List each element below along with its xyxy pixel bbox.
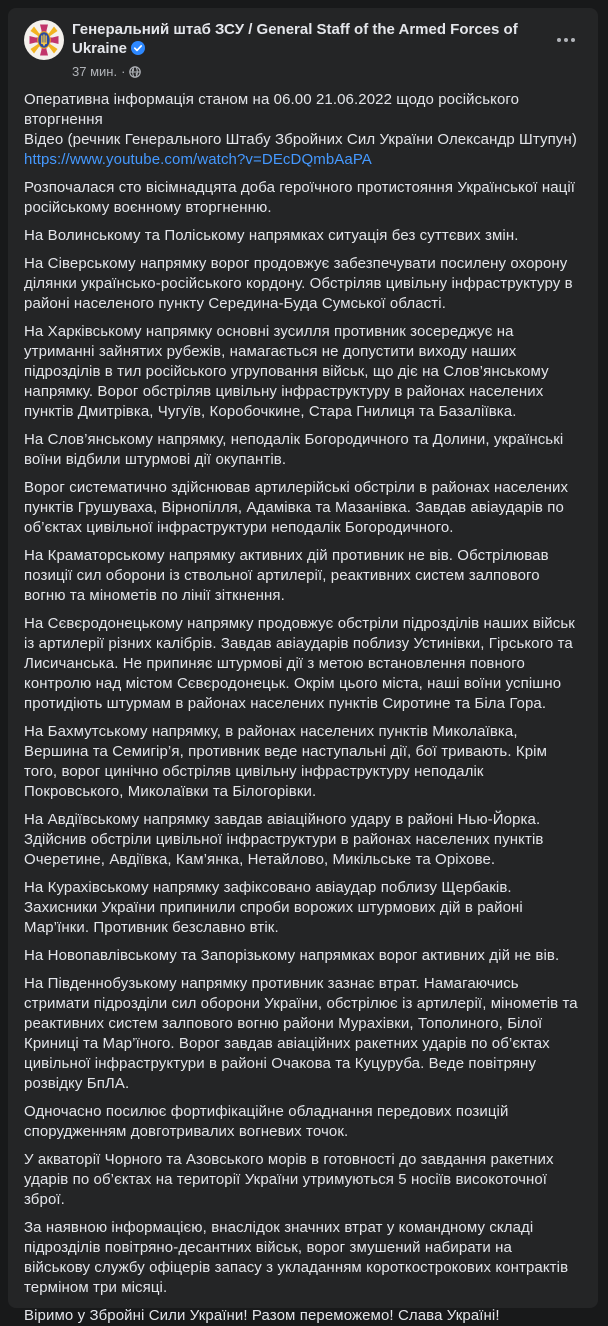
post-meta <box>72 64 526 80</box>
page-avatar[interactable] <box>24 20 64 60</box>
post-body <box>24 90 582 1326</box>
intro-line-2: Відео (речник Генерального Штабу Збройних Сил України Олександр Штупун) <box>24 131 577 148</box>
post-paragraph: Розпочалася сто вісімнадцята доба героїчного протистояння Української нації російському воєнному вторгненню. <box>24 179 576 216</box>
post-paragraph: У акваторії Чорного та Азовського морів в готовності до завдання ракетних ударів по об’єктах на території України утримуються 5 носіїв високоточної зброї. <box>24 1151 554 1208</box>
dot-icon <box>571 38 575 42</box>
post-paragraph: На Південнобузькому напрямку противник зазнає втрат. Намагаючись стримати підрозділи сил оборони України, обстрілює із артилерії, мінометів та реактивних систем залпового вогню райони Мурахівки, Тополиного, Білої Криниці та Мар’їного. Ворог завдав авіаційних ракетних ударів по об’єктах цивільної інфраструктури в районі Очакова та Куцуруба. Веде повітряну розвідку БпЛА. <box>24 975 578 1092</box>
post-paragraph: На Курахівському напрямку зафіксовано авіаудар поблизу Щербаків. Захисники України припинили спроби ворожих штурмових дій в районі Мар’їнки. Противник безславно втік. <box>24 879 523 936</box>
post-paragraph: На Волинському та Поліському напрямках ситуація без суттєвих змін. <box>24 227 519 244</box>
post-paragraph: На Авдіївському напрямку завдав авіаційного удару в районі Нью-Йорка. Здійснив обстріли цивільної інфраструктури в районах населених пунктів Очеретине, Авдіївка, Кам’янка, Нетайлово, Микільське та Оріхове. <box>24 811 544 868</box>
globe-privacy-icon <box>129 66 141 78</box>
verified-badge-icon <box>131 41 145 60</box>
meta-separator: · <box>121 64 126 79</box>
post-paragraph: На Краматорському напрямку активних дій противник не вів. Обстрілював позиції сил оборони із ствольної артилерії, реактивних систем залпового вогню та мінометів по лінії зіткнення. <box>24 547 549 604</box>
post-paragraph: Одночасно посилює фортифікаційне обладнання передових позицій спорудженням довготривалих вогневих точок. <box>24 1103 509 1140</box>
dot-icon <box>557 38 561 42</box>
post-header <box>24 20 582 80</box>
dot-icon <box>564 38 568 42</box>
intro-line-1: Оперативна інформація станом на 06.00 21.06.2022 щодо російського вторгнення <box>24 91 520 128</box>
header-text <box>72 20 550 80</box>
post-paragraph: За наявною інформацією, внаслідок значних втрат у командному складі підрозділів повітряно-десантних військ, ворог змушений набирати на військову службу офіцерів запасу з укладанням короткострокових контрактів терміном три місяці. <box>24 1219 569 1296</box>
post-intro-paragraph <box>24 90 582 170</box>
page-name-link[interactable] <box>72 20 526 60</box>
post-paragraph: На Слов’янському напрямку, неподалік Богородичного та Долини, українські воїни відбили штурмові дії окупантів. <box>24 431 564 468</box>
post-card <box>8 8 598 1324</box>
youtube-link[interactable]: https://www.youtube.com/watch?v=DEcDQmbAaPA <box>24 151 372 168</box>
post-paragraph: На Харківському напрямку основні зусилля противник зосереджує на утриманні зайнятих рубежів, намагається не допустити виходу наших підрозділів в тил російського угруповання військ, що діє на Слов’янському напрямку. Ворог обстріляв цивільну інфраструктуру в районах населених пунктів Дмитрівка, Чугуїв, Коробочкине, Стара Гнилиця та Базаліївка. <box>24 323 549 420</box>
general-staff-emblem-icon <box>24 20 64 60</box>
post-paragraph: Ворог систематично здійснював артилерійські обстріли в районах населених пунктів Грушуваха, Вірнопілля, Адамівка та Мазанівка. Завдав авіаударів по об’єктах цивільної інфраструктури неподалік Богородичного. <box>24 479 569 536</box>
more-options-button[interactable] <box>550 24 582 56</box>
post-paragraph: На Бахмутському напрямку, в районах населених пунктів Миколаївка, Вершина та Семигір’я, противник веде наступальні дії, бої тривають. Крім того, ворог цинічно обстріляв цивільну інфраструктуру неподалік Покровського, Миколаївки та Білогорівки. <box>24 723 548 800</box>
post-paragraph: На Сіверському напрямку ворог продовжує забезпечувати посилену охорону ділянки українсько-російського кордону. Обстріляв цивільну інфраструктуру в районі населеного пункту Середина-Буда Сумської області. <box>24 255 573 312</box>
post-paragraph: На Новопавлівському та Запорізькому напрямках ворог активних дій не вів. <box>24 947 560 964</box>
page-name: Генеральний штаб ЗСУ / General Staff of the Armed Forces of Ukraine <box>72 21 518 57</box>
post-paragraph: Віримо у Збройні Сили України! Разом переможемо! Слава Україні! <box>24 1307 500 1324</box>
timestamp[interactable]: 37 мин. <box>72 64 118 79</box>
post-paragraph: На Сєвєродонецькому напрямку продовжує обстріли підрозділів наших військ із артилерії різних калібрів. Завдав авіаударів поблизу Устинівки, Гірського та Лисичанська. Не припиняє штурмові дії з метою встановлення повного контролю над містом Сєвєродонецьк. Окрім цього міста, наші воїни успішно протидіють штурмам в районах населених пунктів Сиротине та Біла Гора. <box>24 615 575 712</box>
